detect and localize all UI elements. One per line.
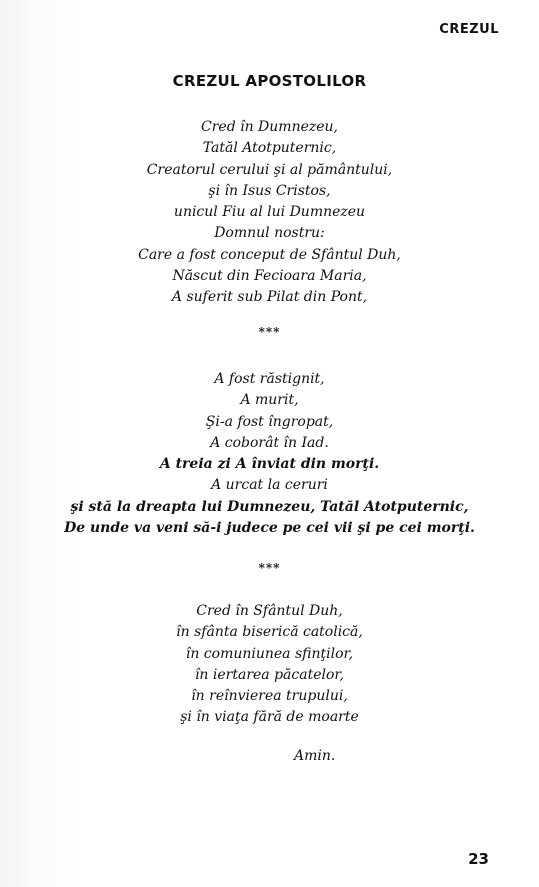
- verse-line: în comuniunea sfinţilor,: [185, 645, 354, 662]
- verse-line: Şi-a fost îngropat,: [205, 413, 334, 430]
- verse-line: Domnul nostru:: [214, 225, 325, 242]
- verse-line: în iertarea păcatelor,: [194, 666, 345, 683]
- closing-amen: Amin.: [294, 748, 336, 764]
- verse-line: De unde va veni să-i judece pe cei vii şi pe cei morţi.: [64, 520, 475, 537]
- verse-line: Creatorul cerului şi al pământului,: [146, 161, 393, 178]
- verse-line: A suferit sub Pilat din Pont,: [171, 289, 368, 306]
- verse-line: A murit,: [240, 392, 299, 409]
- verse-line: Cred în Dumnezeu,: [201, 119, 338, 135]
- stanza-3: [0, 601, 539, 729]
- page-number: 23: [468, 850, 489, 868]
- verse-line: unicul Fiu al lui Dumnezeu: [173, 204, 366, 221]
- section-title: CREZUL APOSTOLILOR: [172, 72, 367, 90]
- stanza-separator: ***: [258, 561, 281, 575]
- verse-line: şi în viaţa fără de moarte: [180, 709, 359, 726]
- verse-line: şi în Isus Cristos,: [208, 182, 331, 199]
- verse-line: şi stă la dreapta lui Dumnezeu, Tatăl Atotputernic,: [70, 498, 469, 515]
- verse-line: în reînvierea trupului,: [191, 688, 348, 705]
- verse-line: Care a fost conceput de Sfântul Duh,: [138, 246, 401, 263]
- verse-line: Cred în Sfântul Duh,: [196, 603, 343, 619]
- verse-line: A treia zi A înviat din morţi.: [159, 456, 380, 473]
- verse-line: în sfânta biserică catolică,: [176, 624, 363, 641]
- verse-line: A coborât în Iad.: [210, 434, 329, 451]
- stanza-1: [0, 117, 539, 309]
- verse-line: A fost răstignit,: [214, 371, 325, 387]
- verse-line: Născut din Fecioara Maria,: [172, 268, 367, 285]
- verse-line: A urcat la ceruri: [211, 477, 328, 494]
- stanza-2: [0, 369, 539, 539]
- verse-line: Tatăl Atotputernic,: [202, 140, 337, 157]
- stanza-separator: ***: [258, 325, 281, 339]
- running-head: CREZUL: [439, 22, 499, 37]
